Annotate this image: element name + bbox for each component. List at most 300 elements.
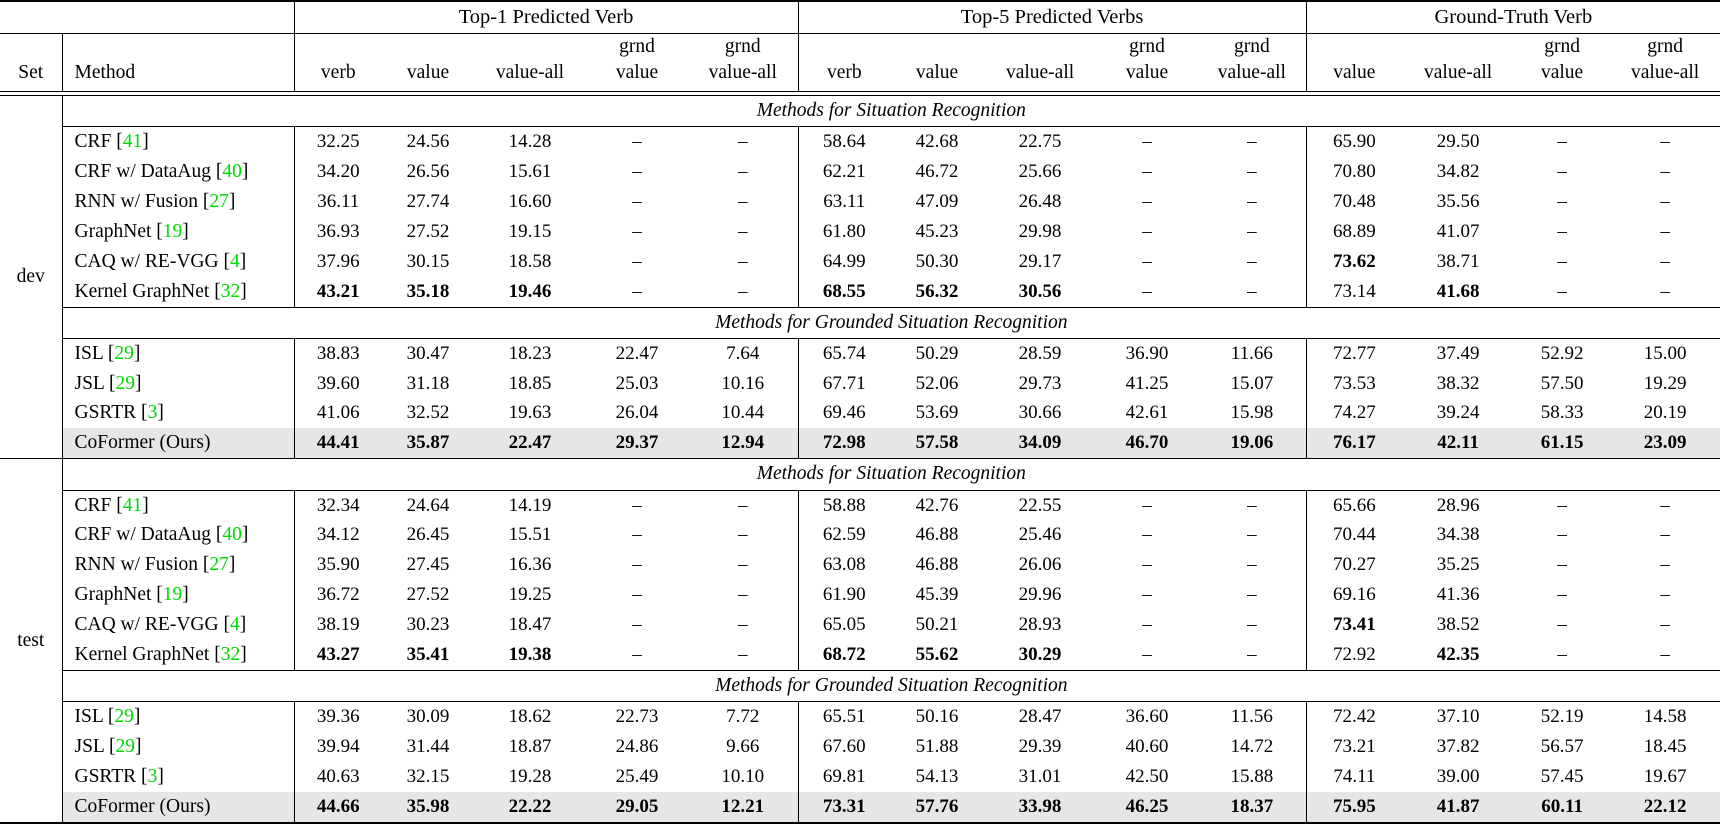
metric-value: 69.16 [1332,584,1376,606]
metric-value: 51.88 [915,735,959,757]
metric-value: 10.44 [688,399,798,429]
metric-value: – [632,131,642,153]
metric-value: – [1660,250,1670,272]
metric-value: 61.15 [1514,428,1610,459]
metric-value: 9.66 [688,732,798,762]
citation-ref: 29 [115,735,135,757]
metric-value: 18.87 [508,735,552,757]
col-header-gt-grnd-value: grnd value [1514,33,1610,92]
metric-value: – [1198,157,1306,187]
metric-value: – [688,187,798,217]
metric-value: 34.12 [316,524,360,546]
col-header-top5-grnd-value-all: grnd value-all [1198,33,1306,92]
metric-value: – [632,250,642,272]
metric-value: 74.11 [1333,765,1376,787]
metric-value: 42.35 [1436,643,1480,665]
metric-value: 52.92 [1540,342,1584,364]
metric-value: 12.94 [688,428,798,459]
metric-value: – [1660,554,1670,576]
metric-value: 18.37 [1198,792,1306,823]
citation-ref: 32 [220,280,241,302]
metric-value: – [1557,524,1567,546]
col-header-top1-value-all: value-all [474,33,586,92]
metric-value: 29.73 [1018,372,1062,394]
metric-value: 30.47 [406,342,450,364]
metric-value: – [1660,613,1670,635]
method-name: CRF [41] [62,127,294,158]
metric-value: – [1198,217,1306,247]
set-cell-dev: dev [0,96,62,459]
metric-value: 70.44 [1332,524,1376,546]
metric-value: – [688,277,798,308]
metric-value: 61.90 [822,584,866,606]
metric-value: 25.66 [1018,161,1062,183]
group-header-top5: Top-5 Predicted Verbs [798,1,1306,33]
metric-value: – [1142,220,1152,242]
metric-value: 28.93 [1018,613,1062,635]
metric-value: – [1142,161,1152,183]
metric-value: 41.87 [1402,792,1514,823]
metric-value: 29.50 [1436,131,1480,153]
method-row [0,701,1720,732]
metric-value: 46.72 [915,161,959,183]
metric-value: 19.38 [508,643,552,665]
method-name: GSRTR [3] [62,399,294,429]
metric-value: – [1557,250,1567,272]
metric-value: – [1557,220,1567,242]
metric-value: 19.29 [1643,372,1687,394]
citation-ref: 19 [162,584,183,606]
method-name: RNN w/ Fusion [27] [62,187,294,217]
method-name: GraphNet [19] [62,217,294,247]
method-row [0,277,1720,308]
metric-value: 72.77 [1332,342,1376,364]
metric-value: 22.12 [1610,792,1720,823]
metric-value: 72.42 [1332,705,1376,727]
metric-value: 19.67 [1643,765,1687,787]
metric-value: 67.60 [822,735,866,757]
metric-value: – [688,157,798,187]
metric-value: 30.23 [406,613,450,635]
method-row [0,157,1720,187]
metric-value: – [1557,554,1567,576]
metric-value: – [1198,610,1306,640]
section-title-row [0,459,1720,490]
citation-ref: 3 [147,765,158,787]
metric-value: 38.19 [316,613,360,635]
metric-value: 50.16 [915,705,959,727]
metric-value: 37.96 [316,250,360,272]
metric-value: 46.88 [915,554,959,576]
col-header-top5-value-all: value-all [984,33,1096,92]
table-body [0,96,1720,823]
metric-value: 38.71 [1436,250,1480,272]
metric-value: 22.55 [1018,494,1062,516]
metric-value: 40.63 [316,765,360,787]
metric-value: 26.06 [1018,554,1062,576]
metric-value: 29.05 [586,792,688,823]
metric-value: – [632,643,642,665]
metric-value: 25.46 [1018,524,1062,546]
citation-ref: 19 [162,220,183,242]
metric-value: 52.06 [915,372,959,394]
metric-value: 34.09 [984,428,1096,459]
col-header-top1-value: value [382,33,474,92]
metric-value: – [1198,550,1306,580]
method-row [0,217,1720,247]
metric-value: 19.63 [508,402,552,424]
metric-value: 41.68 [1436,280,1480,302]
metric-value: 42.61 [1125,402,1169,424]
method-row [0,732,1720,762]
metric-value: – [632,494,642,516]
section-title: Methods for Situation Recognition [62,96,1720,127]
metric-value: 62.59 [822,524,866,546]
metric-value: 46.25 [1096,792,1198,823]
metric-value: 69.81 [822,765,866,787]
metric-value: 57.58 [890,428,984,459]
metric-value: 70.27 [1332,554,1376,576]
metric-value: 42.11 [1402,428,1514,459]
metric-value: 41.25 [1125,372,1169,394]
metric-value: 16.60 [508,191,552,213]
method-name: JSL [29] [62,369,294,399]
metric-value: 30.66 [1018,402,1062,424]
metric-value: – [632,524,642,546]
metric-value: 14.28 [508,131,552,153]
metric-value: 27.52 [406,584,450,606]
metric-value: 56.32 [915,280,959,302]
metric-value: 37.49 [1436,342,1480,364]
section-title-row [0,96,1720,127]
metric-value: 32.34 [316,494,360,516]
metric-value: 42.76 [915,494,959,516]
metric-value: 36.90 [1125,342,1169,364]
metric-value: – [1198,640,1306,671]
metric-value: 24.56 [406,131,450,153]
metric-value: 25.49 [615,765,659,787]
metric-value: – [1198,247,1306,277]
metric-value: 44.41 [294,428,382,459]
metric-value: 29.98 [1018,220,1062,242]
col-header-top5-value: value [890,33,984,92]
method-column-header: Method [62,33,294,92]
metric-value: 39.00 [1436,765,1480,787]
method-row [0,338,1720,369]
metric-value: 34.38 [1436,524,1480,546]
metric-value: 12.21 [688,792,798,823]
metric-value: 68.55 [822,280,866,302]
metric-value: 65.90 [1332,131,1376,153]
metric-value: 68.89 [1332,220,1376,242]
method-name: GraphNet [19] [62,580,294,610]
method-name: CAQ w/ RE-VGG [4] [62,247,294,277]
metric-value: 38.52 [1436,613,1480,635]
method-name: Kernel GraphNet [32] [62,640,294,671]
method-name: CRF [41] [62,490,294,521]
metric-value: 22.73 [615,705,659,727]
metric-value: 31.01 [1018,765,1062,787]
metric-value: 47.09 [915,191,959,213]
metric-value: 18.23 [508,342,552,364]
metric-value: 26.45 [406,524,450,546]
metric-value: 31.18 [406,372,450,394]
metric-value: 44.66 [294,792,382,823]
metric-value: 27.52 [406,220,450,242]
metric-value: 58.64 [822,131,866,153]
metric-value: 58.33 [1540,402,1584,424]
metric-value: 39.60 [316,372,360,394]
section-title: Methods for Situation Recognition [62,459,1720,490]
metric-value: 33.98 [984,792,1096,823]
section-title-row [0,670,1720,701]
metric-value: 28.59 [1018,342,1062,364]
method-row [0,580,1720,610]
metric-value: – [1198,580,1306,610]
metric-value: – [688,521,798,551]
metric-value: 41.06 [316,402,360,424]
citation-ref: 27 [209,191,229,213]
method-name: CAQ w/ RE-VGG [4] [62,610,294,640]
method-row [0,399,1720,429]
section-title: Methods for Grounded Situation Recognition [62,670,1720,701]
metric-value: – [1198,277,1306,308]
metric-value: – [1142,494,1152,516]
col-header-top5-verb: verb [798,33,890,92]
metric-value: 39.24 [1436,402,1480,424]
metric-value: 35.25 [1436,554,1480,576]
method-row [0,640,1720,671]
citation-ref: 41 [122,494,143,516]
metric-value: – [688,640,798,671]
metric-value: – [688,127,798,158]
metric-value: – [1142,524,1152,546]
metric-value: 35.41 [406,643,450,665]
col-header-gt-value: value [1306,33,1402,92]
metric-value: 29.39 [1018,735,1062,757]
metric-value: 35.56 [1436,191,1480,213]
metric-value: – [632,554,642,576]
metric-value: 50.30 [915,250,959,272]
metric-value: 73.41 [1332,613,1376,635]
method-row [0,762,1720,792]
metric-value: 24.64 [406,494,450,516]
metric-value: – [632,613,642,635]
metric-value: 15.00 [1643,342,1687,364]
metric-value: 22.22 [474,792,586,823]
method-row [0,369,1720,399]
metric-value: 67.71 [822,372,866,394]
metric-value: 58.88 [822,494,866,516]
metric-value: 22.47 [615,342,659,364]
metric-value: – [1660,524,1670,546]
metric-value: – [1142,643,1152,665]
metric-value: 26.48 [1018,191,1062,213]
citation-ref: 27 [209,554,229,576]
metric-value: 18.47 [508,613,552,635]
metric-value: 43.21 [316,280,360,302]
metric-value: 42.50 [1125,765,1169,787]
metric-value: 19.15 [508,220,552,242]
metric-value: 30.56 [1018,280,1062,302]
metric-value: 15.88 [1198,762,1306,792]
metric-value: 72.98 [798,428,890,459]
metric-value: – [632,161,642,183]
metric-value: – [1198,521,1306,551]
metric-value: 30.29 [1018,643,1062,665]
method-name: CoFormer (Ours) [62,792,294,823]
metric-value: 20.19 [1643,402,1687,424]
metric-value: 11.56 [1198,701,1306,732]
method-row [0,550,1720,580]
metric-value: 19.46 [508,280,552,302]
metric-value: 40.60 [1125,735,1169,757]
col-header-top1-verb: verb [294,33,382,92]
metric-value: 7.64 [688,338,798,369]
metric-value: 35.87 [382,428,474,459]
metric-value: 14.19 [508,494,552,516]
metric-value: 74.27 [1332,402,1376,424]
metric-value: 29.96 [1018,584,1062,606]
metric-value: 50.21 [915,613,959,635]
citation-ref: 4 [229,613,240,635]
citation-ref: 29 [114,342,134,364]
metric-value: – [1557,161,1567,183]
metric-value: 50.29 [915,342,959,364]
metric-value: 28.47 [1018,705,1062,727]
method-row [0,247,1720,277]
metric-value: 45.23 [915,220,959,242]
metric-value: 22.75 [1018,131,1062,153]
metric-value: – [1660,161,1670,183]
col-header-top1-grnd-value-all: grnd value-all [688,33,798,92]
metric-value: 18.62 [508,705,552,727]
metric-value: 75.95 [1306,792,1402,823]
metric-value: 27.74 [406,191,450,213]
metric-value: 43.27 [316,643,360,665]
metric-value: 64.99 [822,250,866,272]
metric-value: 70.80 [1332,161,1376,183]
method-row [0,428,1720,459]
metric-value: – [1142,131,1152,153]
col-header-top1-grnd-value: grnd value [586,33,688,92]
metric-value: – [1142,584,1152,606]
metric-value: – [1557,643,1567,665]
metric-value: 18.85 [508,372,552,394]
metric-value: – [688,550,798,580]
metric-value: – [688,610,798,640]
metric-value: 73.62 [1332,250,1376,272]
col-header-gt-value-all: value-all [1402,33,1514,92]
column-header-row [0,33,1720,92]
metric-value: 32.52 [406,402,450,424]
metric-value: 19.25 [508,584,552,606]
metric-value: 36.93 [316,220,360,242]
citation-ref: 40 [222,161,242,183]
metric-value: 73.31 [798,792,890,823]
metric-value: – [1660,131,1670,153]
metric-value: 27.45 [406,554,450,576]
metric-value: 36.11 [317,191,360,213]
metric-value: 55.62 [915,643,959,665]
metric-value: 15.51 [508,524,552,546]
metric-value: 73.21 [1332,735,1376,757]
metric-value: 57.76 [890,792,984,823]
metric-value: 29.17 [1018,250,1062,272]
metric-value: 14.72 [1198,732,1306,762]
metric-value: 10.16 [688,369,798,399]
metric-value: – [1660,280,1670,302]
metric-value: – [688,217,798,247]
metric-value: – [1142,250,1152,272]
metric-value: 25.03 [615,372,659,394]
group-header-row [0,1,1720,33]
metric-value: 73.53 [1332,372,1376,394]
metric-value: – [688,247,798,277]
col-header-gt-grnd-value-all: grnd value-all [1610,33,1720,92]
method-row [0,490,1720,521]
metric-value: – [632,220,642,242]
metric-value: 32.25 [316,131,360,153]
metric-value: 31.44 [406,735,450,757]
metric-value: – [632,280,642,302]
metric-value: – [688,580,798,610]
metric-value: 45.39 [915,584,959,606]
metric-value: – [1557,584,1567,606]
metric-value: 19.06 [1198,428,1306,459]
metric-value: 69.46 [822,402,866,424]
metric-value: 15.07 [1198,369,1306,399]
group-header-top1: Top-1 Predicted Verb [294,1,798,33]
metric-value: 35.90 [316,554,360,576]
metric-value: 15.98 [1198,399,1306,429]
metric-value: – [1557,191,1567,213]
metric-value: 56.57 [1540,735,1584,757]
metric-value: 65.05 [822,613,866,635]
citation-ref: 41 [122,131,143,153]
metric-value: 39.94 [316,735,360,757]
metric-value: 18.45 [1643,735,1687,757]
metric-value: 11.66 [1198,338,1306,369]
metric-value: 26.56 [406,161,450,183]
metric-value: 41.07 [1436,220,1480,242]
citation-ref: 40 [222,524,242,546]
metric-value: 57.45 [1540,765,1584,787]
metric-value: – [1142,554,1152,576]
metric-value: 26.04 [615,402,659,424]
method-row [0,521,1720,551]
citation-ref: 29 [114,705,134,727]
metric-value: 23.09 [1610,428,1720,459]
metric-value: 60.11 [1514,792,1610,823]
corner-cell [0,1,294,33]
method-name: ISL [29] [62,338,294,369]
section-title-row [0,307,1720,338]
citation-ref: 4 [229,250,240,272]
metric-value: 65.74 [822,342,866,364]
metric-value: – [1142,191,1152,213]
metric-value: – [1660,191,1670,213]
metric-value: 34.82 [1436,161,1480,183]
metric-value: 10.10 [688,762,798,792]
metric-value: – [1198,490,1306,521]
group-header-gt: Ground-Truth Verb [1306,1,1720,33]
metric-value: 34.20 [316,161,360,183]
set-column-header: Set [0,33,62,92]
metric-value: 41.36 [1436,584,1480,606]
metric-value: 72.92 [1332,643,1376,665]
metric-value: 42.68 [915,131,959,153]
